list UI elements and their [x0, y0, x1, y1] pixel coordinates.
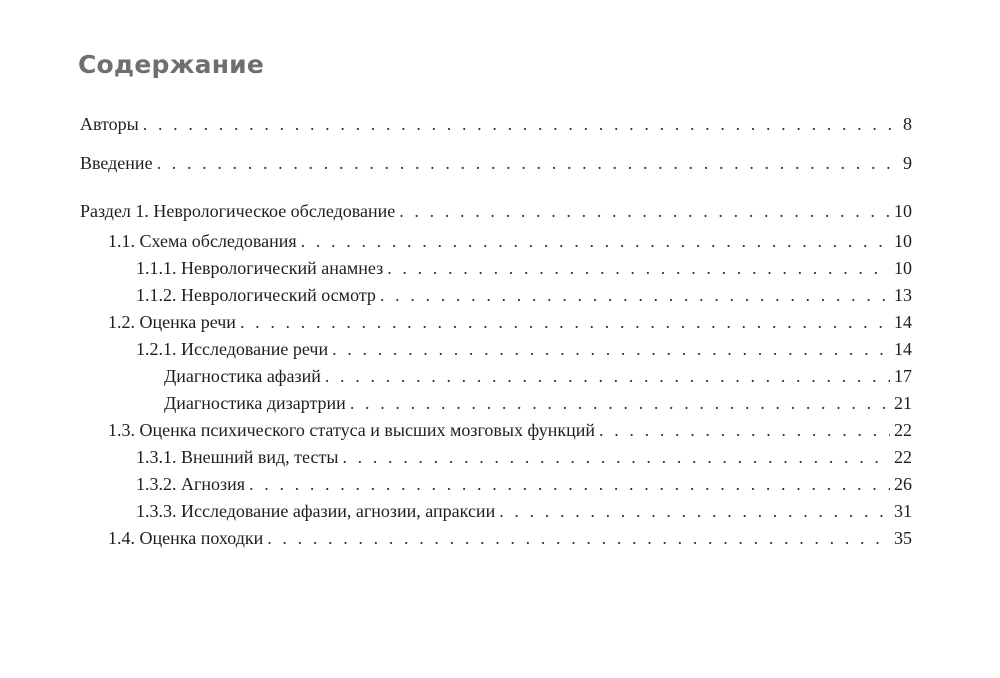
entry-page-number: 9 [903, 153, 912, 173]
toc-entry-1-2[interactable] [108, 312, 912, 336]
entry-page-number: 17 [894, 366, 912, 386]
dot-leader [350, 393, 890, 414]
dot-leader [332, 339, 890, 360]
entry-label: 1.2. Оценка речи [108, 312, 236, 332]
dot-leader [599, 420, 890, 441]
toc-entry-introduction[interactable] [80, 153, 912, 177]
entry-label: Раздел 1. Неврологическое обследование [80, 201, 396, 221]
entry-page-number: 10 [894, 231, 912, 251]
toc-entry-1-1-2[interactable] [136, 285, 912, 309]
toc-entry-1-2-1[interactable] [136, 339, 912, 363]
entry-page-number: 10 [894, 258, 912, 278]
toc-entry-section-1[interactable] [80, 201, 912, 225]
toc-entry-aphasia-diagnostics[interactable] [164, 366, 912, 390]
entry-label: Диагностика афазий [164, 366, 321, 386]
dot-leader [380, 285, 890, 306]
entry-label: 1.4. Оценка походки [108, 528, 264, 548]
entry-label: 1.2.1. Исследование речи [136, 339, 329, 359]
entry-label: Введение [80, 153, 153, 173]
entry-page-number: 14 [894, 339, 912, 359]
entry-page-number: 31 [894, 501, 912, 521]
dot-leader [267, 528, 890, 549]
toc-entry-1-3-3[interactable] [136, 501, 912, 525]
toc-entry-1-3-2[interactable] [136, 474, 912, 498]
entry-page-number: 10 [894, 201, 912, 221]
toc-entry-1-3[interactable] [108, 420, 912, 444]
toc-entry-1-3-1[interactable] [136, 447, 912, 471]
entry-label: Диагностика дизартрии [164, 393, 346, 413]
entry-page-number: 26 [894, 474, 912, 494]
entry-page-number: 35 [894, 528, 912, 548]
entry-label: 1.3. Оценка психического статуса и высших мозговых функций [108, 420, 596, 440]
dot-leader [249, 474, 890, 495]
entry-page-number: 13 [894, 285, 912, 305]
dot-leader [143, 114, 899, 135]
dot-leader [157, 153, 899, 174]
page-title: Содержание [78, 50, 265, 79]
entry-label: 1.1.1. Неврологический анамнез [136, 258, 384, 278]
entry-page-number: 14 [894, 312, 912, 332]
toc-entry-1-4[interactable] [108, 528, 912, 552]
dot-leader [240, 312, 890, 333]
entry-label: 1.3.2. Агнозия [136, 474, 246, 494]
entry-label: 1.1.2. Неврологический осмотр [136, 285, 376, 305]
toc-entry-1-1-1[interactable] [136, 258, 912, 282]
entry-page-number: 22 [894, 420, 912, 440]
entry-page-number: 21 [894, 393, 912, 413]
dot-leader [325, 366, 890, 387]
entry-label: 1.3.3. Исследование афазии, агнозии, апраксии [136, 501, 496, 521]
toc-entry-authors[interactable] [80, 114, 912, 138]
entry-page-number: 22 [894, 447, 912, 467]
toc-entry-dysarthria-diagnostics[interactable] [164, 393, 912, 417]
entry-label: Авторы [80, 114, 139, 134]
dot-leader [342, 447, 890, 468]
dot-leader [499, 501, 890, 522]
entry-page-number: 8 [903, 114, 912, 134]
dot-leader [399, 201, 890, 222]
toc-entry-1-1[interactable] [108, 231, 912, 255]
entry-label: 1.1. Схема обследования [108, 231, 297, 251]
dot-leader [387, 258, 890, 279]
entry-label: 1.3.1. Внешний вид, тесты [136, 447, 339, 467]
dot-leader [301, 231, 890, 252]
